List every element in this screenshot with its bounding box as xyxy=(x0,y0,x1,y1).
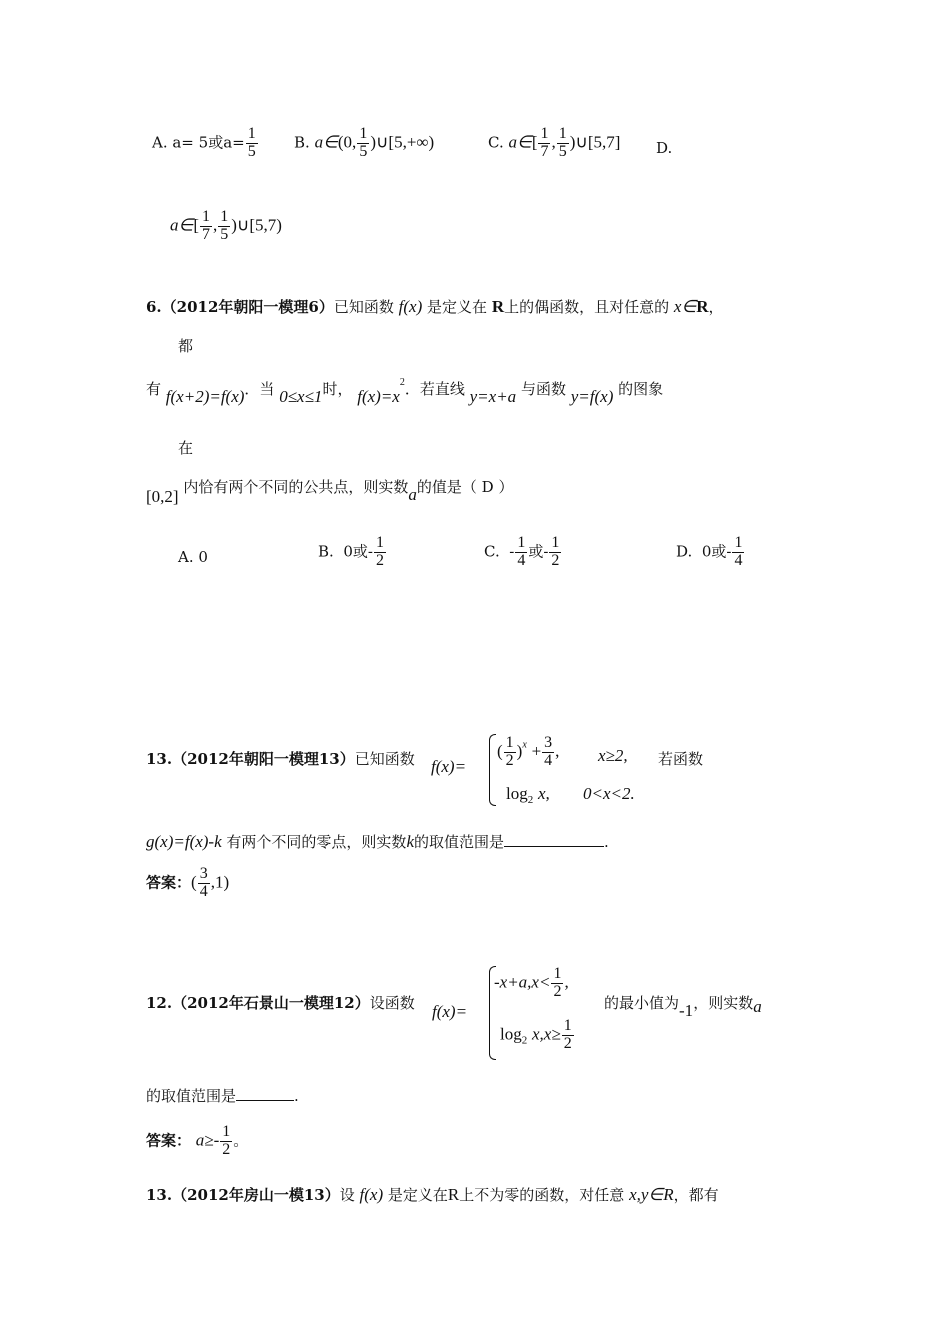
q12-answer: 答案： a≥- $\frac{1}{2}$ 。 xyxy=(146,1123,249,1158)
q13a-ruohanshu: 若函数 xyxy=(658,750,704,768)
q13a-line-2: g(x)=f(x)-k 有两个不同的零点，则实数k的取值范围是 . xyxy=(146,832,609,851)
q13b-heading: 13.（2012年房山一模13） xyxy=(146,1186,340,1204)
q13a-brace xyxy=(489,734,496,806)
q12-case-1: -x+a,x< $\frac{1}{2}$ , xyxy=(494,965,569,1000)
q12-case-2: $\log_2 x,x\ge$ $\frac{1}{2}$ xyxy=(500,1017,572,1052)
q5-option-d-expr: a∈[ $\frac{1}{7}$ , $\frac{1}{5}$ )∪[5,7) xyxy=(170,208,282,243)
q6-option-c: C. - $\frac{1}{4}$ 或- $\frac{1}{2}$ xyxy=(484,534,560,569)
q6-option-b: B. 0或- $\frac{1}{2}$ xyxy=(318,534,384,569)
q5-option-c: C. a∈[ $\frac{1}{7}$ , $\frac{1}{5}$ )∪[5,7] xyxy=(488,125,621,160)
q6-line-3: [0,2] 内恰有两个不同的公共点，则实数a的值是（ D ） xyxy=(146,478,514,506)
q6-line-1: 6.（2012年朝阳一模理6）已知函数 f(x) 是定义在 R上的偶函数，且对任意的 x∈R， xyxy=(146,297,724,316)
q13a-fx: f(x)= xyxy=(431,757,467,776)
q12-heading: 12.（2012年石景山一模理12） xyxy=(146,994,370,1012)
q13a-heading-line: 13.（2012年朝阳一模理13）已知函数 xyxy=(146,750,415,768)
q5-option-a-text: A. a= 5或a= xyxy=(152,133,245,152)
q5-option-d: D. xyxy=(656,139,673,157)
q12-heading-line: 12.（2012年石景山一模理12）设函数 xyxy=(146,994,415,1012)
q5-option-a xyxy=(152,126,259,161)
q13b-line-1: 13.（2012年房山一模13）设 f(x) 是定义在R上不为零的函数，对任意 x,y∈R，都有 xyxy=(146,1185,719,1204)
q13a-case-1-cond: x≥2, xyxy=(598,746,628,765)
q13a-case-2: $\log_2 x$, xyxy=(506,784,550,806)
q13a-answer-blank xyxy=(504,845,604,847)
q5-frac-1-5: $\frac{1}{5}$ xyxy=(247,125,256,160)
q12-answer-blank xyxy=(236,1099,294,1101)
q6-option-d: D. 0或- $\frac{1}{4}$ xyxy=(676,534,743,569)
q12-line-2: 的取值范围是 . xyxy=(146,1087,299,1105)
q13a-heading: 13.（2012年朝阳一模理13） xyxy=(146,750,355,768)
q13a-answer: 答案：( $\frac{3}{4}$ ,1) xyxy=(146,865,230,900)
q6-line-2: 有 f(x+2)=f(x)．当 0≤x≤1时， $f(x)=x^2$．若直线 y=x+a 与函数 y=f(x) 的图象 xyxy=(146,377,664,406)
q13a-case-2-cond: 0<x<2. xyxy=(583,784,635,803)
q6-option-a: A. 0 xyxy=(178,548,208,566)
q6-zai: 在 xyxy=(178,439,194,457)
q6-heading: 6.（2012年朝阳一模理6） xyxy=(146,298,334,316)
q6-dou: 都 xyxy=(178,337,194,355)
q13a-case-1: ( $\frac{1}{2}$ )$^x$ + $\frac{3}{4}$ , xyxy=(497,734,560,769)
q5-option-b: B. a∈(0, $\frac{1}{5}$ )∪[5,+∞) xyxy=(294,125,435,160)
q12-fx: f(x)= xyxy=(432,1002,468,1021)
q12-min-text: 的最小值为-1，则实数a xyxy=(604,994,762,1020)
